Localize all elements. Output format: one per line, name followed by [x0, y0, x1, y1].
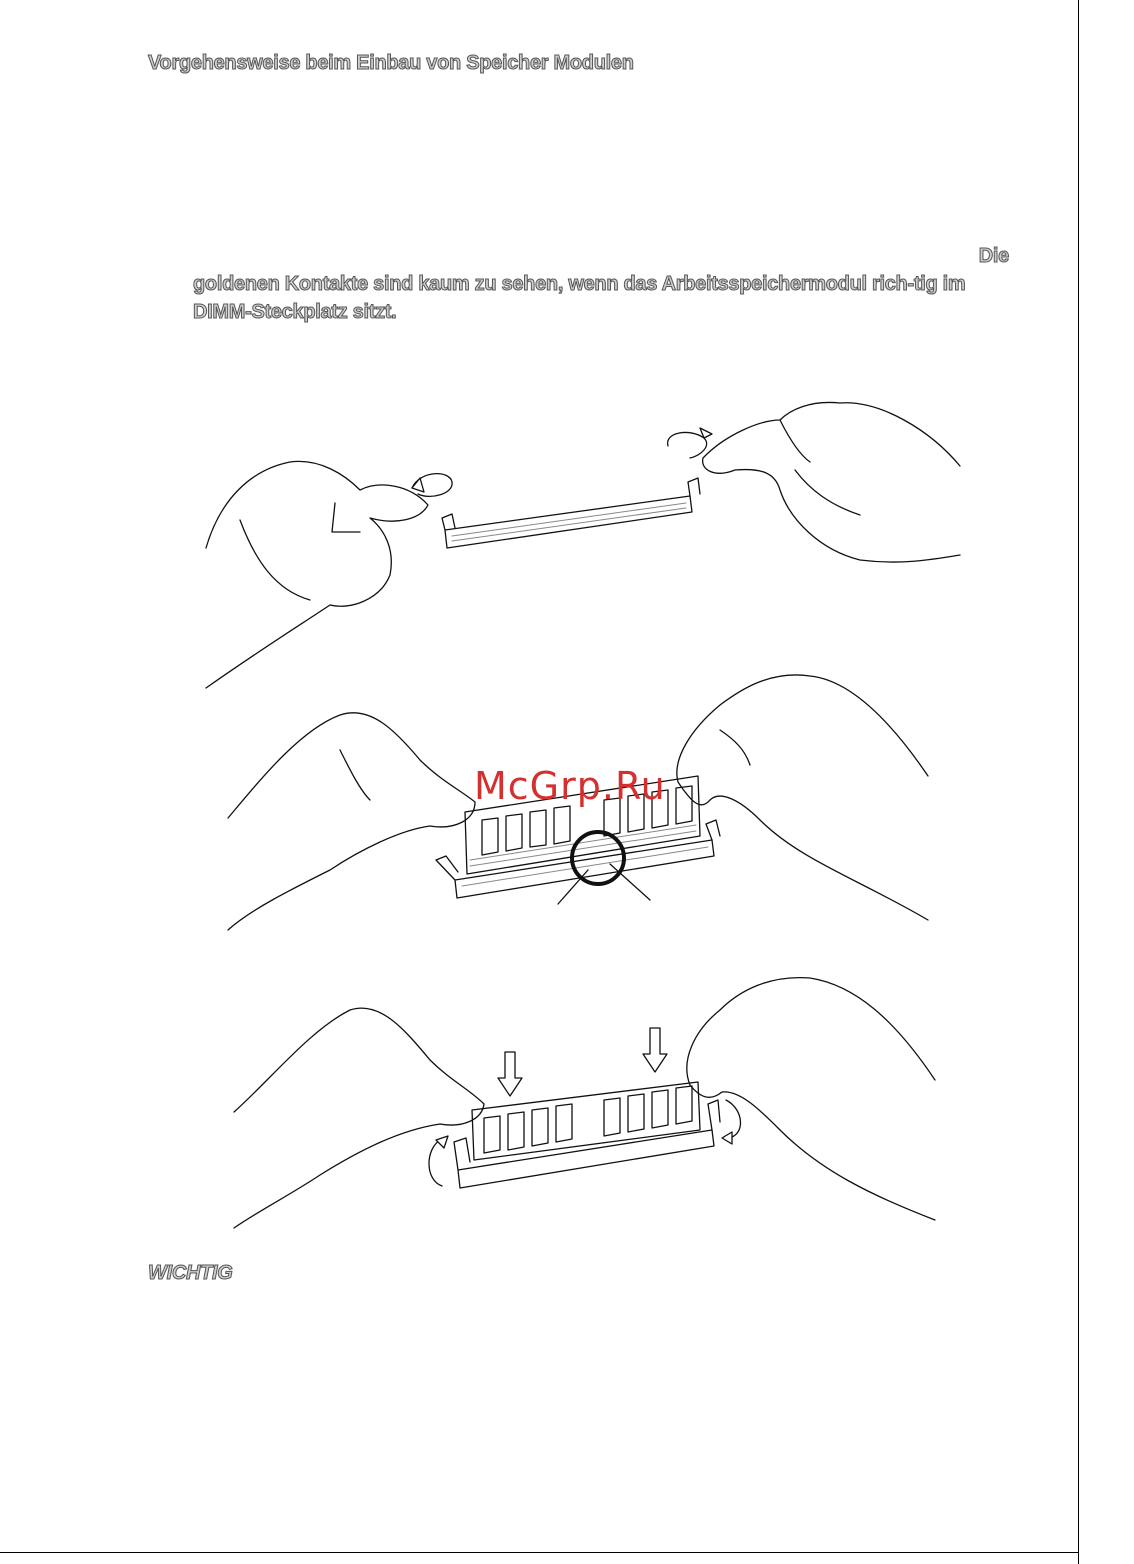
paragraph-text: goldenen Kontakte sind kaum zu sehen, wenn das Arbeitsspeichermodul rich-tig im DIMM-Steckplatz sitzt. — [193, 273, 966, 323]
left-hand-2 — [228, 713, 475, 930]
section-heading: Vorgehensweise beim Einbau von Speicher Modulen — [148, 52, 634, 74]
paragraph-lead-word: Die — [978, 245, 1009, 267]
left-clip-arrow — [429, 1140, 442, 1186]
watermark-text: McGrp.Ru — [474, 764, 666, 808]
right-hand — [703, 402, 960, 562]
important-label: WICHTIG — [148, 1262, 233, 1284]
down-arrow-left — [498, 1052, 522, 1096]
right-rotate-arrow — [668, 432, 707, 458]
down-arrow-right — [643, 1028, 667, 1072]
open-dimm-clips-step — [206, 402, 960, 688]
right-hand-3 — [687, 978, 935, 1220]
left-hand-3 — [234, 1008, 484, 1228]
left-hand — [206, 461, 428, 688]
right-clip-arrow — [726, 1100, 741, 1138]
press-module-down-step — [234, 978, 935, 1228]
right-hand-2 — [677, 675, 928, 920]
dimm-slot — [445, 496, 692, 548]
